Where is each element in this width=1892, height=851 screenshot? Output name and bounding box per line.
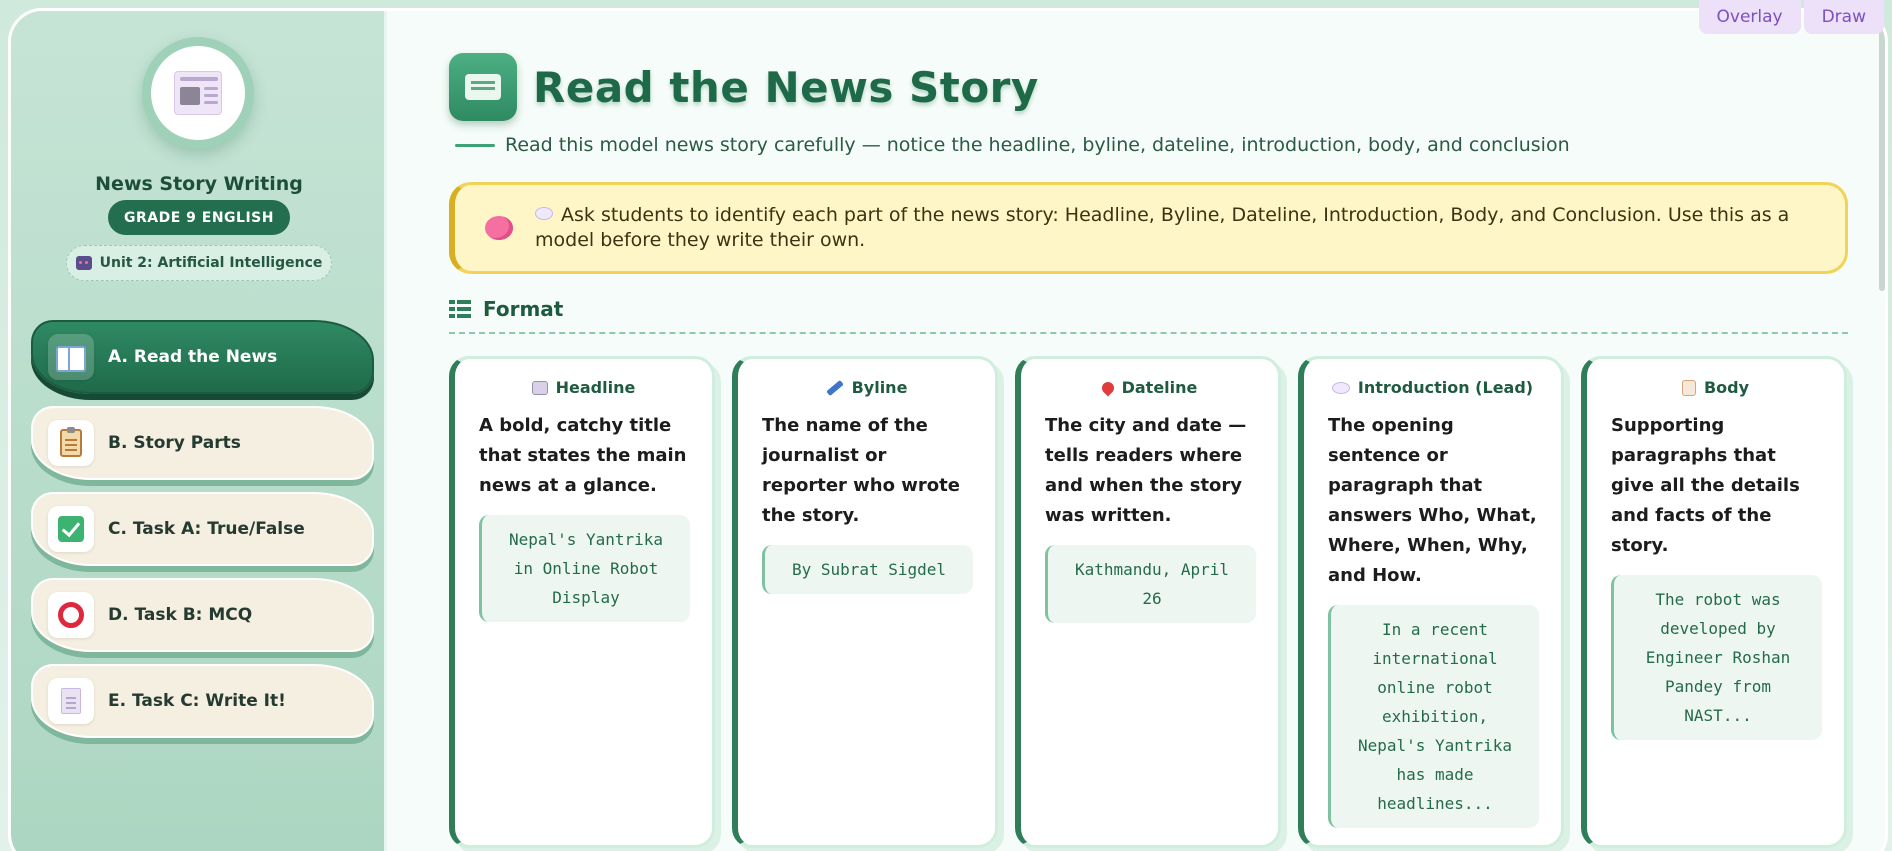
card-description: A bold, catchy title that states the main news at a glance. [479,415,687,496]
app-frame [8,8,1888,851]
card-headline [449,356,715,848]
card-description: The opening sentence or paragraph that answers Who, What, Where, When, Why, and How. [1328,415,1537,586]
card-example: Nepal's Yantrika in Online Robot Display [479,515,690,622]
sidebar-nav [31,320,374,750]
card-example: In a recent international online robot exhibition, Nepal's Yantrika has made headlines... [1328,605,1539,828]
page-title: Read the News Story [533,63,1039,112]
ring-icon [48,592,94,638]
card-title-text: Byline [851,378,908,397]
card-description: Supporting paragraphs that give all the details and facts of the story. [1611,415,1800,556]
overlay-button[interactable]: Overlay [1699,0,1801,34]
scrollbar[interactable] [1879,25,1885,291]
card-byline [732,356,998,848]
card-title [1587,378,1844,397]
brain-icon [485,216,513,240]
tool-buttons [1699,0,1885,34]
robot-icon [76,256,92,270]
newspaper-icon [174,71,222,115]
news-icon [449,53,517,121]
subtitle-text: Read this model news story carefully — notice the headline, byline, dateline, introduction, body, and conclusion [505,134,1570,156]
sidebar-item-write-it[interactable] [31,664,374,738]
section-title: Format [483,297,564,321]
subtitle-dash [455,144,495,147]
card-description: The name of the journalist or reporter who wrote the story. [762,415,960,526]
card-title [738,378,995,397]
card-example: By Subrat Sigdel [762,545,973,594]
sidebar-item-true-false[interactable] [31,492,374,566]
card-description: The city and date — tells readers where and when the story was written. [1045,415,1247,526]
page-subtitle [455,134,1570,156]
sidebar-item-label: A. Read the News [108,347,278,367]
tip-text [535,203,1845,253]
card-title-text: Body [1703,378,1750,397]
document-icon [48,678,94,724]
sidebar-title: News Story Writing [95,173,303,195]
card-title-text: Introduction (Lead) [1357,378,1534,397]
teacher-tip [449,182,1848,274]
sidebar-item-label: C. Task A: True/False [108,519,305,539]
pin-icon [1099,379,1116,396]
sidebar [11,11,387,851]
main-content [390,11,1885,851]
sidebar-item-read-the-news[interactable] [31,320,374,394]
speech-icon [535,207,553,220]
grade-badge: GRADE 9 ENGLISH [108,200,290,235]
unit-pill [66,245,332,281]
card-example: The robot was developed by Engineer Roshan Pandey from NAST... [1611,575,1822,740]
logo-disc [151,46,245,140]
card-title [455,378,712,397]
section-heading [449,297,563,321]
card-title [1304,378,1561,397]
pen-icon [826,379,844,395]
sidebar-item-story-parts[interactable] [31,406,374,480]
book-icon [48,334,94,380]
sidebar-item-label: E. Task C: Write It! [108,691,286,711]
format-cards [449,356,1849,848]
sidebar-item-mcq[interactable] [31,578,374,652]
card-body [1581,356,1847,848]
unit-label: Unit 2: Artificial Intelligence [99,255,323,271]
card-title-text: Dateline [1121,378,1198,397]
memo-icon [1682,380,1696,396]
card-title [1021,378,1278,397]
speech-icon [1332,382,1350,394]
sidebar-item-label: B. Story Parts [108,433,241,453]
tip-body: Ask students to identify each part of the news story: Headline, Byline, Dateline, Introduction, Body, and Conclusion. Use this as a model before they write their own. [535,204,1790,251]
newspaper-icon [532,381,548,395]
clipboard-icon [48,420,94,466]
card-title-text: Headline [555,378,636,397]
card-example: Kathmandu, April 26 [1045,545,1256,623]
draw-button[interactable]: Draw [1804,0,1884,34]
sidebar-item-label: D. Task B: MCQ [108,605,253,625]
card-dateline [1015,356,1281,848]
section-divider [449,332,1848,334]
list-icon [449,300,471,318]
card-introduction [1298,356,1564,848]
check-box-icon [48,506,94,552]
logo [142,37,254,149]
